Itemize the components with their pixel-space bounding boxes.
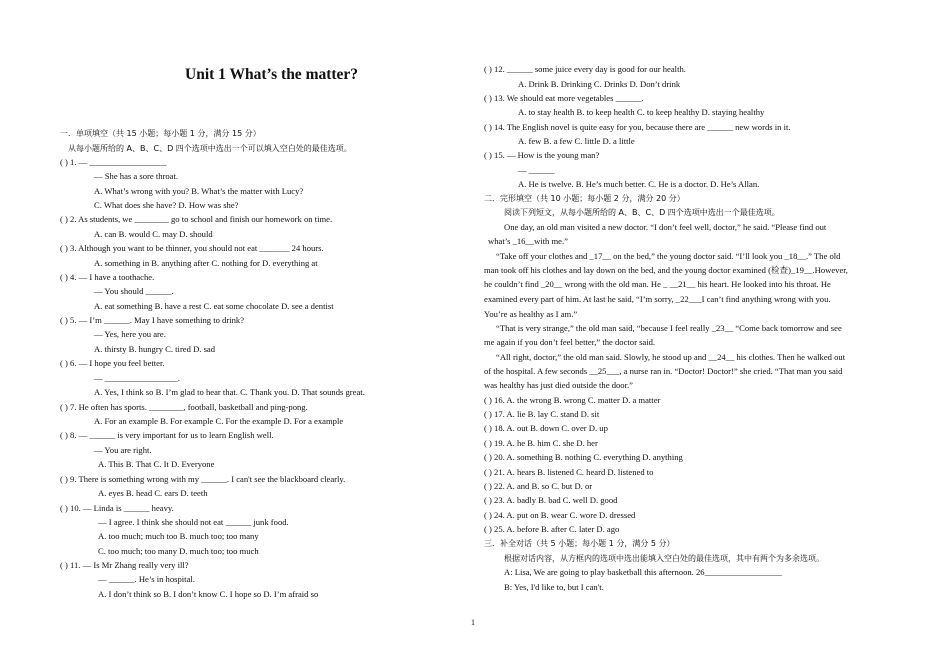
right-line-28: ( ) 20. A. something B. nothing C. everything D. anything (484, 452, 683, 462)
left-line-13: A. eat something B. have a rest C. eat some chocolate D. see a dentist (94, 301, 334, 311)
right-line-22: of the hospital. A few seconds __25___, a nurse ran in. “Doctor! Doctor!” she cried. “That man you said (484, 366, 843, 376)
right-line-17: examined every part of him. At last he said, “I’m sorry, _22___I can’t find anything wrong with you. (484, 294, 831, 304)
right-line-6: A. few B. a few C. little D. a little (518, 136, 635, 146)
right-line-27: ( ) 19. A. he B. him C. she D. her (484, 438, 598, 448)
right-line-25: ( ) 17. A. lie B. lay C. stand D. sit (484, 409, 600, 419)
right-line-14: “Take off your clothes and _17__ on the bed,” the young doctor said. “I’ll look you _18__.” The old (496, 251, 841, 261)
left-line-1: 一．单项填空（共 15 小题；每小题 1 分，满分 15 分） (60, 129, 261, 138)
left-line-28: — I agree. I think she should not eat ______ junk food. (98, 517, 289, 527)
left-line-20: ( ) 7. He often has sports. ________, football, basketball and ping-pong. (60, 402, 308, 412)
right-line-12: One day, an old man visited a new doctor. “I don’t feel well, doctor,” he said. “Please find out (504, 222, 827, 232)
left-line-17: ( ) 6. — I hope you feel better. (60, 358, 165, 368)
left-line-12: — You should ______. (94, 286, 174, 296)
left-line-21: A. For an example B. For example C. For the example D. For a example (94, 416, 344, 426)
right-line-13: what’s _16__with me.” (488, 236, 568, 246)
left-line-8: A. can B. would C. may D. should (94, 229, 213, 239)
right-line-23: was healthy has just died outside the door.” (484, 380, 633, 390)
right-line-5: ( ) 14. The English novel is quite easy for you, because there are ______ new words in it. (484, 122, 791, 132)
right-line-19: “That is very strange,” the old man said, “because I feel really _23__ “Come back tomorrow and see (496, 323, 842, 333)
right-line-31: ( ) 23. A. badly B. bad C. well D. good (484, 495, 618, 505)
left-line-3: ( ) 1. — __________________ (60, 157, 167, 167)
right-line-15: man took off his clothes and lay down on the bed, and the young doctor examined (检查)_19__.However, (484, 265, 848, 275)
right-line-3: ( ) 13. We should eat more vegetables ______. (484, 93, 644, 103)
right-line-18: You’re as healthy as I am.” (484, 309, 578, 319)
right-line-2: A. Drink B. Drinking C. Drinks D. Don’t drink (518, 79, 681, 89)
right-line-10: 二．完形填空（共 10 小题；每小题 2 分，满分 20 分） (484, 194, 685, 203)
right-line-36: A: Lisa, We are going to play basketball this afternoon. 26__________________ (504, 567, 782, 577)
right-line-8: — ______ (518, 165, 555, 175)
right-line-24: ( ) 16. A. the wrong B. wrong C. matter D. a matter (484, 395, 661, 405)
right-line-32: ( ) 24. A. put on B. wear C. wore D. dressed (484, 510, 636, 520)
right-line-9: A. He is twelve. B. He’s much better. C. He is a doctor. D. He’s Allan. (518, 179, 760, 189)
left-line-31: ( ) 11. — Is Mr Zhang really very ill? (60, 560, 189, 570)
left-line-15: — Yes, here you are. (94, 329, 166, 339)
right-line-1: ( ) 12. ______ some juice every day is good for our health. (484, 64, 686, 74)
right-line-33: ( ) 25. A. before B. after C. later D. ago (484, 524, 620, 534)
page-title: Unit 1 What’s the matter? (185, 66, 359, 83)
left-line-22: ( ) 8. — ______ is very important for us to learn English well. (60, 430, 274, 440)
left-line-5: A. What’s wrong with you? B. What’s the matter with Lucy? (94, 186, 304, 196)
right-line-37: B: Yes, I'd like to, but I can't. (504, 582, 604, 592)
right-line-29: ( ) 21. A. hears B. listened C. heard D. listened to (484, 467, 654, 477)
right-line-20: me again if you don’t feel better,” the doctor said. (484, 337, 656, 347)
right-line-4: A. to stay health B. to keep health C. to keep healthy D. staying healthy (518, 107, 765, 117)
right-line-34: 三．补全对话（共 5 小题；每小题 1 分，满分 5 分） (484, 539, 675, 548)
left-line-10: A. something in B. anything after C. nothing for D. everything at (94, 258, 318, 268)
left-line-2: 从每小题所给的 A、B、C、D 四个选项中选出一个可以填入空白处的最佳选项。 (68, 144, 352, 153)
left-line-25: ( ) 9. There is something wrong with my ______. I can't see the blackboard clearly. (60, 474, 346, 484)
right-line-26: ( ) 18. A. out B. down C. over D. up (484, 423, 608, 433)
left-line-7: ( ) 2. As students, we ________ go to school and finish our homework on time. (60, 214, 333, 224)
left-line-27: ( ) 10. — Linda is ______ heavy. (60, 503, 174, 513)
page-number: 1 (471, 618, 475, 627)
right-line-11: 阅读下列短文，从每小题所给的 A、B、C、D 四个选项中选出一个最佳选项。 (504, 208, 780, 217)
left-line-14: ( ) 5. — I’m ______. May I have something to drink? (60, 315, 245, 325)
right-line-21: “All right, doctor,” the old man said. Slowly, he stood up and __24__ his clothes. Then he walked out (496, 352, 846, 362)
left-line-23: — You are right. (94, 445, 152, 455)
left-line-18: — _________________. (94, 373, 180, 383)
right-line-35: 根据对话内容，从方框内的选项中选出能填入空白处的最佳选项，其中有两个为多余选项。 (504, 554, 824, 563)
right-line-16: he couldn’t find _20__ wrong with the old man. He _ __21__ his heart. He looked into his throat. He (484, 279, 831, 289)
left-line-19: A. Yes, I think so B. I’m glad to hear that. C. Thank you. D. That sounds great. (94, 387, 365, 397)
right-line-7: ( ) 15. — How is the young man? (484, 150, 600, 160)
left-line-6: C. What does she have? D. How was she? (94, 200, 239, 210)
left-line-32: — ______. He’s in hospital. (98, 574, 195, 584)
left-line-26: A. eyes B. head C. ears D. teeth (98, 488, 208, 498)
left-line-16: A. thirsty B. hungry C. tired D. sad (94, 344, 216, 354)
left-line-9: ( ) 3. Although you want to be thinner, you should not eat _______ 24 hours. (60, 243, 324, 253)
left-line-29: A. too much; much too B. much too; too many (98, 531, 259, 541)
left-line-30: C. too much; too many D. much too; too much (98, 546, 259, 556)
right-line-30: ( ) 22. A. and B. so C. but D. or (484, 481, 593, 491)
left-line-11: ( ) 4. — I have a toothache. (60, 272, 155, 282)
left-line-33: A. I don’t think so B. I don’t know C. I hope so D. I’m afraid so (98, 589, 319, 599)
left-line-24: A. This B. That C. It D. Everyone (98, 459, 215, 469)
left-line-4: — She has a sore throat. (94, 171, 179, 181)
